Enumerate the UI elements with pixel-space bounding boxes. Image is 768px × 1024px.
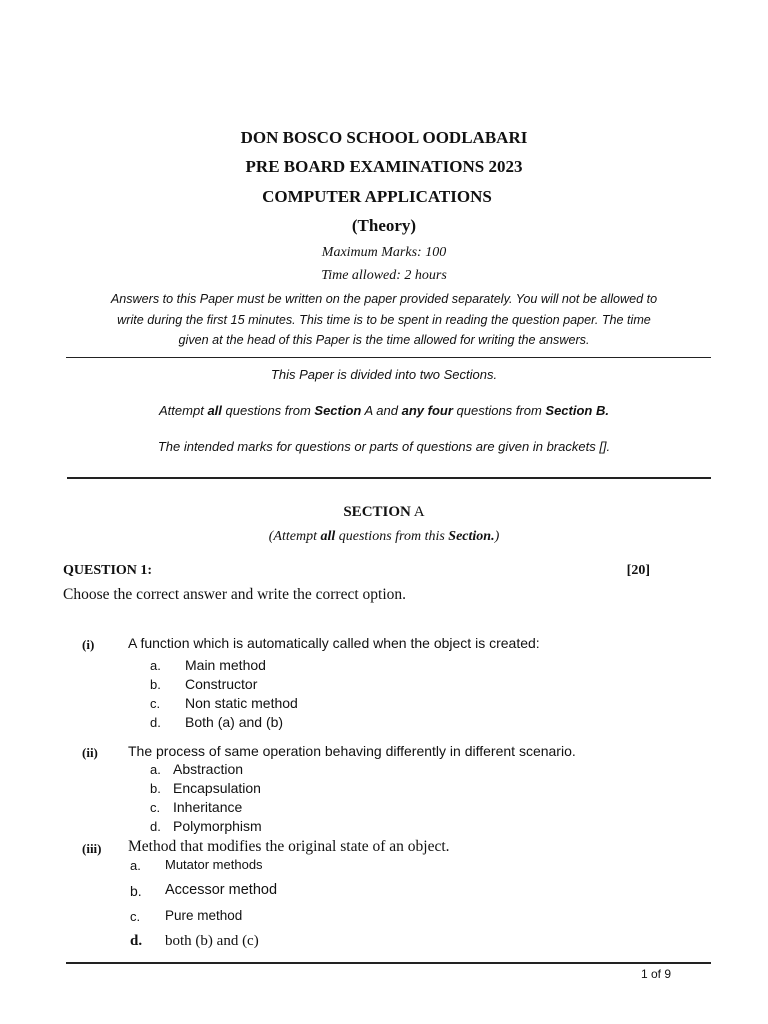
instructions-line-1: Answers to this Paper must be written on the paper provided separately. You will not be allowed to (110, 292, 658, 306)
subquestion-number: (i) (82, 637, 95, 652)
option-text: Constructor (185, 676, 258, 692)
option-letter: b. (130, 883, 142, 899)
option-letter: c. (150, 696, 161, 711)
notes-divider (67, 477, 711, 479)
option-text: Abstraction (173, 761, 244, 777)
option-text: Main method (185, 657, 266, 673)
question-instruction: Choose the correct answer and write the correct option. (63, 586, 407, 603)
section-title-letter: A (410, 504, 425, 520)
option-letter: d. (130, 933, 143, 949)
option-text: Encapsulation (173, 780, 261, 796)
section-subtitle-section: Section. (448, 529, 495, 544)
attempt-note-section-a: Section (314, 403, 362, 418)
section-title-bold: SECTION (343, 504, 411, 520)
option-letter: d. (150, 819, 161, 834)
max-marks: Maximum Marks: 100 (321, 245, 447, 260)
option-text: Inheritance (173, 799, 243, 815)
attempt-note-all: all (207, 403, 222, 418)
option-text: both (b) and (c) (165, 933, 259, 949)
option-text: Pure method (165, 908, 243, 923)
option-text: Non static method (185, 695, 298, 711)
attempt-note-any-four: any four (401, 403, 453, 418)
subquestion-text: A function which is automatically called when the object is created: (128, 635, 540, 651)
subquestion-number: (ii) (82, 745, 98, 760)
attempt-note-text: Attempt (159, 403, 208, 418)
question-marks: [20] (626, 563, 650, 578)
section-subtitle-text: questions from this (335, 529, 449, 544)
option-letter: c. (150, 800, 161, 815)
option-letter: c. (130, 909, 141, 924)
page-number: 1 of 9 (640, 967, 671, 981)
subquestion-text: Method that modifies the original state of an object. (128, 838, 450, 855)
option-letter: d. (150, 715, 161, 730)
subquestion-number: (iii) (82, 841, 102, 856)
marks-note: The intended marks for questions or parts of questions are given in brackets []. (157, 439, 611, 454)
sections-note: This Paper is divided into two Sections. (270, 367, 498, 382)
paper-type: (Theory) (351, 216, 417, 235)
footer-divider (66, 962, 711, 964)
attempt-note-section-b: Section B. (545, 403, 609, 418)
question-label: QUESTION 1: (63, 563, 153, 578)
option-letter: b. (150, 781, 161, 796)
time-allowed: Time allowed: 2 hours (321, 268, 447, 283)
header-divider (66, 357, 711, 358)
option-text: Accessor method (165, 882, 278, 898)
option-letter: a. (130, 858, 141, 873)
subject-title: COMPUTER APPLICATIONS (262, 187, 492, 206)
attempt-note-text: A and (361, 403, 402, 418)
option-letter: a. (150, 658, 161, 673)
instructions-line-3: given at the head of this Paper is the time allowed for writing the answers. (178, 333, 590, 347)
subquestion-text: The process of same operation behaving differently in different scenario. (128, 743, 576, 759)
section-subtitle-text: (Attempt (268, 529, 321, 544)
school-name: DON BOSCO SCHOOL OODLABARI (240, 128, 528, 147)
attempt-note (0, 403, 768, 418)
option-text: Mutator methods (165, 857, 263, 872)
option-letter: a. (150, 762, 161, 777)
option-text: Polymorphism (173, 818, 262, 834)
option-text: Both (a) and (b) (185, 714, 284, 730)
instructions-line-2: write during the first 15 minutes. This time is to be spent in reading the question paper. The time (117, 313, 651, 327)
section-subtitle (0, 529, 768, 545)
option-letter: b. (150, 677, 161, 692)
section-subtitle-text: ) (494, 529, 500, 544)
section-subtitle-all: all (320, 529, 336, 544)
section-title (0, 504, 768, 521)
exam-title: PRE BOARD EXAMINATIONS 2023 (245, 157, 523, 176)
attempt-note-text: questions from (221, 403, 315, 418)
attempt-note-text: questions from (452, 403, 546, 418)
